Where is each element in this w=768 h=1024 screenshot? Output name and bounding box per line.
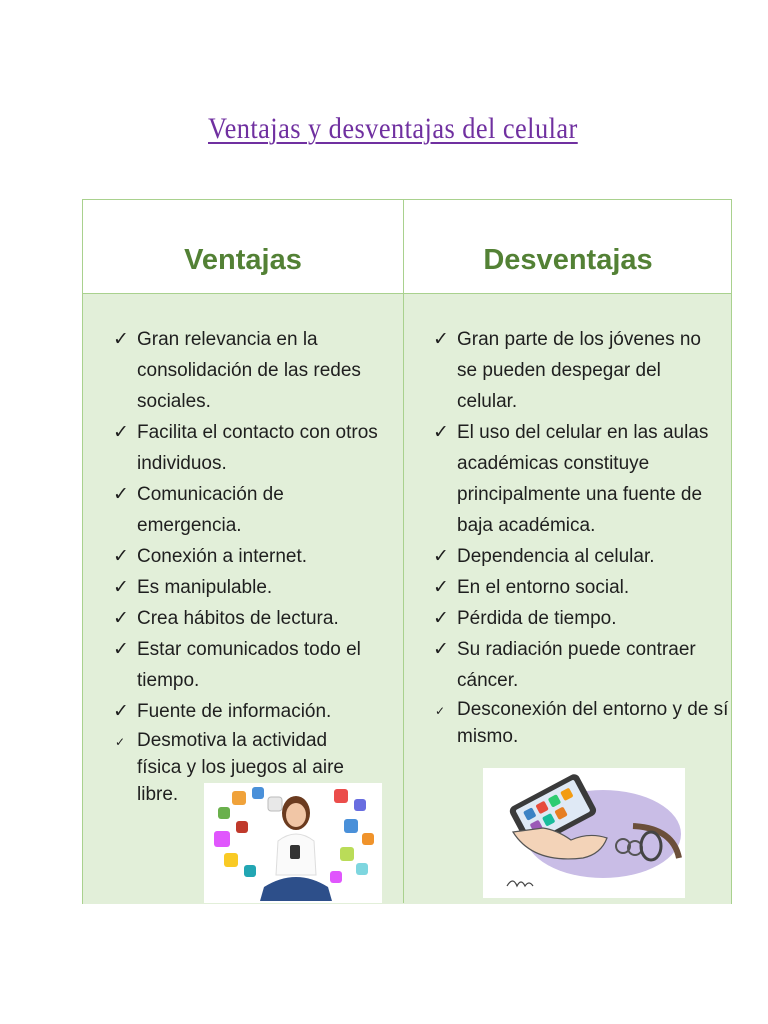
header-desventajas: Desventajas — [483, 244, 653, 276]
list-item: ✓ Desmotiva la actividad física y los juegos al aire libre. — [115, 730, 344, 805]
column-divider — [403, 200, 404, 903]
comparison-table — [82, 199, 732, 904]
list-item: ✓ Es manipulable. — [113, 572, 388, 603]
checkmark-icon: ✓ — [113, 639, 129, 660]
list-item: ✓ Comunicación de emergencia. — [113, 479, 388, 541]
list-item: ✓ Su radiación puede contraer cáncer. — [433, 634, 733, 696]
header-ventajas: Ventajas — [184, 244, 302, 276]
checkmark-icon: ✓ — [113, 577, 129, 598]
list-item: ✓ Fuente de información. — [113, 696, 388, 727]
checkmark-icon: ✓ — [113, 484, 129, 505]
list-item: ✓ Gran parte de los jóvenes no se pueden despegar del celular. — [433, 324, 733, 417]
list-item: ✓ Gran relevancia en la consolidación de las redes sociales. — [113, 324, 388, 417]
woman-with-phone-image — [204, 783, 382, 903]
checkmark-icon: ✓ — [433, 577, 449, 598]
list-item: ✓ Dependencia al celular. — [433, 541, 733, 572]
checkmark-icon: ✓ — [435, 704, 446, 718]
list-item: ✓ Conexión a internet. — [113, 541, 388, 572]
checkmark-icon: ✓ — [113, 701, 129, 722]
ventajas-list — [113, 324, 388, 808]
checkmark-icon: ✓ — [113, 422, 129, 443]
phone-handcuff-image — [483, 768, 685, 898]
list-item: ✓ Desconexión del entorno y de sí mismo. — [435, 699, 729, 747]
checkmark-icon: ✓ — [113, 546, 129, 567]
checkmark-icon: ✓ — [115, 735, 126, 749]
list-item: ✓ Crea hábitos de lectura. — [113, 603, 388, 634]
desventajas-list — [433, 324, 733, 750]
page-title: Ventajas y desventajas del celular — [207, 112, 578, 145]
checkmark-icon: ✓ — [433, 608, 449, 629]
checkmark-icon: ✓ — [433, 546, 449, 567]
checkmark-icon: ✓ — [113, 329, 129, 350]
checkmark-icon: ✓ — [433, 422, 449, 443]
list-item: ✓ En el entorno social. — [433, 572, 733, 603]
list-item: ✓ Facilita el contacto con otros individuos. — [113, 417, 388, 479]
list-item: ✓ Pérdida de tiempo. — [433, 603, 733, 634]
list-item: ✓ El uso del celular en las aulas académicas constituye principalmente una fuente de baja académica. — [433, 417, 733, 541]
checkmark-icon: ✓ — [113, 608, 129, 629]
list-item: ✓ Estar comunicados todo el tiempo. — [113, 634, 388, 696]
checkmark-icon: ✓ — [433, 639, 449, 660]
checkmark-icon: ✓ — [433, 329, 449, 350]
